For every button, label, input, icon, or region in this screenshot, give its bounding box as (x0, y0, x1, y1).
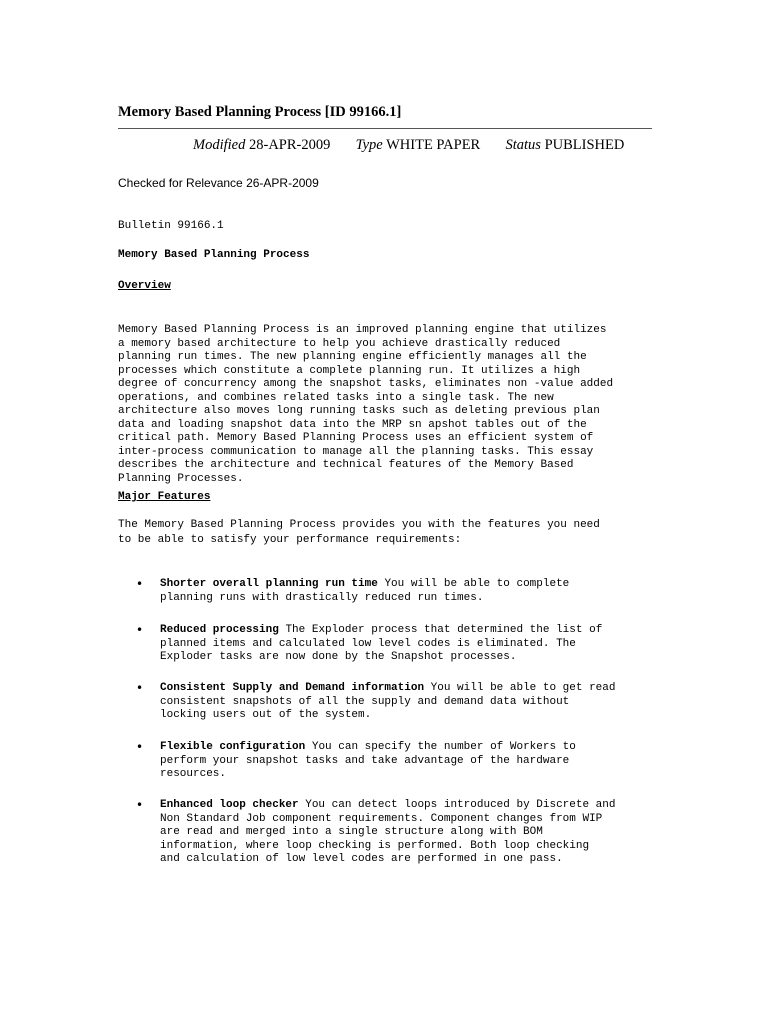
feature-title: Consistent Supply and Demand information (160, 682, 425, 694)
bullet-icon: • (136, 798, 144, 812)
status-label: Status (505, 137, 541, 153)
feature-title: Reduced processing (160, 624, 279, 636)
document-heading: Memory Based Planning Process (118, 249, 310, 261)
feature-title: Shorter overall planning run time (160, 578, 378, 590)
title-divider (118, 128, 652, 129)
feature-title: Flexible configuration (160, 741, 306, 753)
status-value: PUBLISHED (544, 137, 625, 153)
bulletin-number: Bulletin 99166.1 (118, 220, 224, 232)
feature-text: You can detect loops introduced by Discrete and Non Standard Job component requirements. Component changes from WIP are read and merged into a single structure along with BOM information, where loop checking is performed. Both loop checking and calculation of low level codes are performed in one pass. (160, 799, 616, 866)
feature-text: The Exploder process that determined the list of planned items and calculated low level codes is eliminated. The Exploder tasks are now done by the Snapshot processes. (160, 624, 603, 664)
modified-value: 28-APR-2009 (248, 137, 331, 153)
feature-body (160, 578, 650, 605)
overview-heading: Overview (118, 280, 171, 292)
bullet-icon: • (136, 681, 144, 695)
feature-body (160, 682, 650, 723)
feature-text: You will be able to complete planning runs with drastically reduced run times. (160, 578, 570, 604)
type-value: WHITE PAPER (386, 137, 481, 153)
document-title: Memory Based Planning Process [ID 99166.1] (118, 104, 402, 120)
type-label: Type (355, 137, 383, 153)
feature-body (160, 741, 650, 782)
major-features-heading: Major Features (118, 491, 211, 503)
bullet-icon: • (136, 623, 144, 637)
bullet-icon: • (136, 577, 144, 591)
overview-paragraph: Memory Based Planning Process is an improved planning engine that utilizes a memory based architecture to help you achieve drastically reduced planning run times. The new planning engine efficiently manages all the processes which constitute a complete planning run. It utilizes a high degree of concurrency among the snapshot tasks, eliminates non -value added operations, and combines related tasks into a single task. The new architecture also moves long running tasks such as deleting previous plan data and loading snapshot data into the MRP sn apshot tables out of the critical path. Memory Based Planning Process uses an efficient system of inter-process communication to manage all the planning tasks. This essay describes the architecture and technical features of the Memory Based Planning Processes. (118, 324, 614, 485)
major-features-intro: The Memory Based Planning Process provides you with the features you need to be able to satisfy your performance requirements: (118, 519, 600, 546)
feature-title: Enhanced loop checker (160, 799, 299, 811)
bullet-icon: • (136, 740, 144, 754)
feature-body (160, 624, 650, 665)
feature-text: You will be able to get read consistent snapshots of all the supply and demand data without locking users out of the system. (160, 682, 616, 722)
feature-text: You can specify the number of Workers to perform your snapshot tasks and take advantage of the hardware resources. (160, 741, 576, 781)
modified-label: Modified (193, 137, 246, 153)
checked-for-relevance: Checked for Relevance 26-APR-2009 (118, 176, 319, 190)
feature-body (160, 799, 650, 867)
document-meta (193, 137, 624, 154)
